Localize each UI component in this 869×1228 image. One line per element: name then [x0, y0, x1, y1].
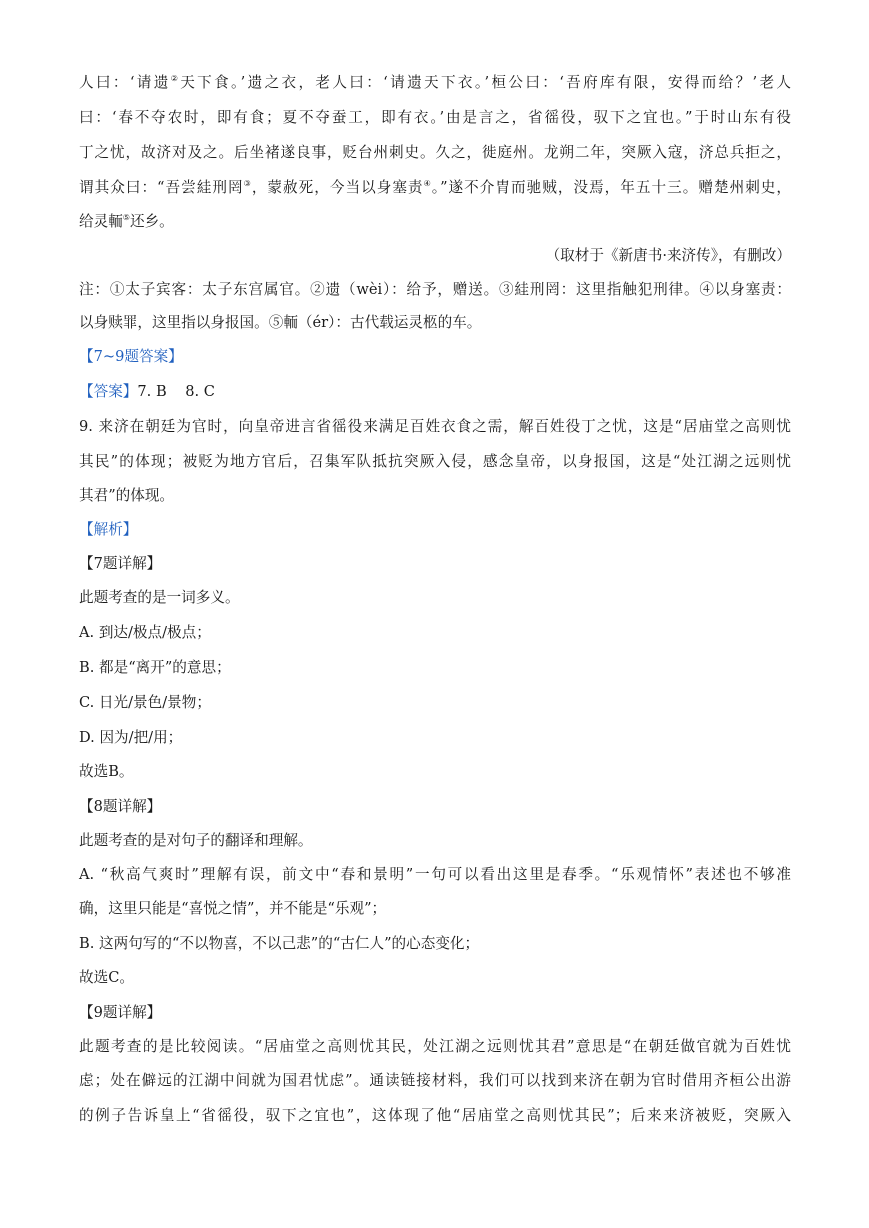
footnote-marker: ⑤ — [122, 213, 130, 222]
passage-text: 还乡。 — [129, 213, 174, 230]
q7-option-b: B. 都是“离开”的意思； — [79, 659, 231, 676]
q7-option-a: A. 到达/极点/极点； — [79, 624, 211, 641]
answer-values: 7. B 8. C — [137, 383, 215, 400]
passage-line — [79, 73, 791, 93]
passage-line: 丁之忧，故济对及之。后坐褚遂良事，贬台州刺史。久之，徙庭州。龙朔二年，突厥入寇，济总兵拒之， — [79, 144, 791, 161]
answer-label: 【答案】 — [79, 383, 138, 400]
q9-analysis-line: 的例子告诉皇上“省徭役，驭下之宜也”，这体现了他“居庙堂之高则忧其民”；后来来济被贬，突厥入 — [79, 1107, 791, 1124]
q8-option-a-cont: 确，这里只能是“喜悦之情”，并不能是“乐观”； — [79, 900, 387, 917]
passage-text: 天下食。’遗之衣，老人曰：‘请遗天下衣。’桓公曰：‘吾府库有限，安得而给？’老人 — [180, 74, 792, 91]
q9-analysis-line: 此题考查的是比较阅读。“居庙堂之高则忧其民，处江湖之远则忧其君”意思是“在朝廷做官就为百姓忧 — [79, 1038, 791, 1055]
q7-header: 【7题详解】 — [79, 555, 162, 572]
q9-header: 【9题详解】 — [79, 1004, 162, 1021]
answer-line — [79, 382, 791, 402]
note-line: 以身赎罪，这里指以身报国。⑤輀（ér）：古代载运灵柩的车。 — [79, 314, 482, 331]
passage-line: 曰：‘春不夺农时，即有食；夏不夺蚕工，即有衣。’由是言之，省徭役，驭下之宜也。”于时山东有役 — [79, 109, 791, 126]
q8-conclusion: 故选C。 — [79, 969, 134, 986]
q8-intro: 此题考查的是对句子的翻译和理解。 — [79, 832, 313, 849]
passage-line — [79, 178, 791, 198]
footnote-marker: ④ — [423, 179, 432, 188]
answer-section-header: 【7~9题答案】 — [79, 348, 183, 365]
q7-option-c: C. 日光/景色/景物； — [79, 694, 211, 711]
passage-line — [79, 212, 791, 232]
passage-text: 人曰：‘请遗 — [79, 74, 171, 91]
q8-option-a: A. “秋高气爽时”理解有误，前文中“春和景明”一句可以看出这里是春季。“乐观情怀”表述也不够准 — [79, 866, 791, 883]
q9-answer-line: 9. 来济在朝廷为官时，向皇帝进言省徭役来满足百姓衣食之需，解百姓役丁之忧，这是“居庙堂之高则忧 — [79, 418, 791, 435]
q7-intro: 此题考查的是一词多义。 — [79, 589, 240, 606]
footnote-marker: ③ — [243, 179, 252, 188]
q9-answer-line: 其君”的体现。 — [79, 487, 175, 504]
footnote-marker: ② — [170, 74, 181, 83]
passage-source: （取材于《新唐书·来济传》，有删改） — [545, 247, 791, 264]
q8-header: 【8题详解】 — [79, 798, 162, 815]
note-line: 注：①太子宾客：太子东宫属官。②遗（wèi）：给予，赠送。③絓刑罔：这里指触犯刑律。④以身塞责： — [79, 281, 791, 298]
q7-option-d: D. 因为/把/用； — [79, 729, 183, 746]
passage-text: 谓其众曰：“吾尝絓刑罔 — [79, 179, 244, 196]
passage-text: 给灵輀 — [79, 213, 123, 230]
q8-option-b: B. 这两句写的“不以物喜，不以己悲”的“古仁人”的心态变化； — [79, 935, 480, 952]
q9-analysis-line: 虑；处在僻远的江湖中间就为国君忧虑”。通读链接材料，我们可以找到来济在朝为官时借用齐桓公出游 — [79, 1072, 791, 1089]
passage-text: ，蒙赦死，今当以身塞责 — [251, 179, 424, 196]
q7-conclusion: 故选B。 — [79, 763, 134, 780]
passage-text: 。”遂不介胄而驰贼，没焉，年五十三。赠楚州刺史， — [431, 179, 792, 196]
analysis-header: 【解析】 — [79, 521, 138, 538]
q9-answer-line: 其民”的体现；被贬为地方官后，召集军队抵抗突厥入侵，感念皇帝，以身报国，这是“处江湖之远则忧 — [79, 453, 791, 470]
